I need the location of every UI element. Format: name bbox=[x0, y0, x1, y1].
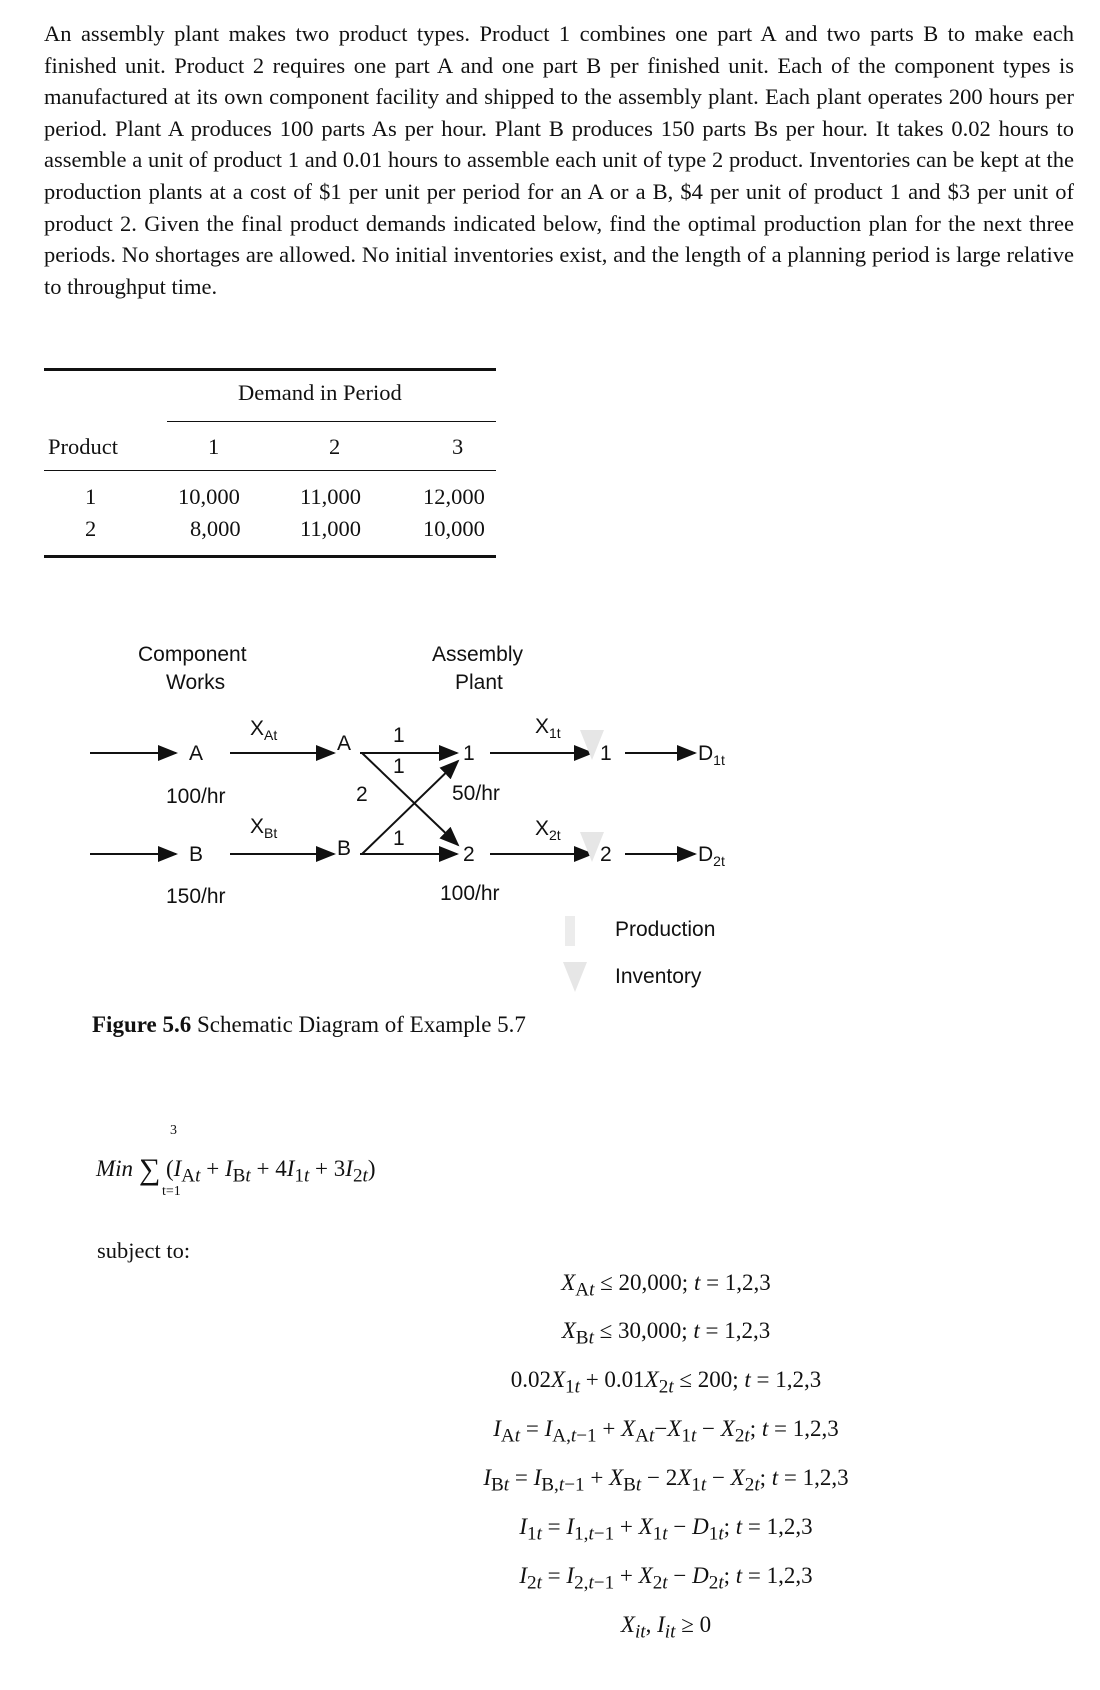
component-works-label-line2: Works bbox=[166, 671, 226, 694]
flow-label-x1: $X_{1t}$ bbox=[535, 715, 561, 741]
constraint-assembly-capacity: $0.02X_{1t} + 0.01X_{2t} \le 200$; t = 1,2,3 bbox=[510, 1367, 822, 1398]
table-group-rule bbox=[167, 421, 496, 422]
subject-to-label: subject to: bbox=[97, 1238, 191, 1263]
period-header-3: 3 bbox=[452, 434, 464, 459]
constraint-capacity-a: $X_{At} \le 20,000$; t = 1,2,3 bbox=[561, 1270, 771, 1301]
coefficient-a-2: 1 bbox=[393, 755, 405, 778]
table-row-1-period-1: 10,000 bbox=[178, 484, 240, 509]
route-a-to-2 bbox=[362, 753, 458, 845]
inventory-node-2: 2 bbox=[600, 843, 612, 866]
receiving-b: B bbox=[337, 837, 352, 860]
rate-a: 100/hr bbox=[166, 785, 226, 808]
demand-group-header: Demand in Period bbox=[238, 380, 402, 405]
constraint-inventory-product-1: $I_{1t} = I_{1,t-1} + X_{1t} - D_{1t}$; t = 1,2,3 bbox=[519, 1514, 813, 1545]
node-b: B bbox=[189, 843, 204, 866]
table-row-2-period-2: 11,000 bbox=[300, 516, 362, 541]
figure-caption bbox=[92, 1012, 526, 1038]
coefficient-b-2: 1 bbox=[393, 827, 405, 850]
table-top-rule bbox=[44, 368, 496, 371]
problem-statement: An assembly plant makes two product types. Product 1 combines one part A and two parts B to make each finished unit. Product 2 requires one part A and one part B per finished unit. Each of the component types is manufactured at its own component facility and shipped to the assembly plant. Each plant operates 200 hours per period. Plant A produces 100 parts As per hour. Plant B produces 150 parts Bs per hour. It takes 0.02 hours to assemble a unit of product 1 and 0.01 hours to assemble each unit of type 2 product. Inventories can be kept at the production plants at a cost of $1 per unit per period for an A or a B, $4 per unit of product 1 and $3 per unit of product 2. Given the final product demands indicated below, find the optimal production plan for the next three periods. No shortages are allowed. No initial inventories exist, and the length of a planning period is large relative to throughput time. bbox=[44, 21, 1074, 299]
inventory-node-1: 1 bbox=[600, 742, 612, 765]
constraint-inventory-product-2: $I_{2t} = I_{2,t-1} + X_{2t} - D_{2t}$; t = 1,2,3 bbox=[519, 1563, 813, 1594]
receiving-a: A bbox=[337, 732, 352, 755]
product-node-1: 1 bbox=[463, 742, 475, 765]
demand-label-1: $D_{1t}$ bbox=[698, 742, 725, 768]
table-row-1-period-2: 11,000 bbox=[300, 484, 362, 509]
table-row-2-period-1: 8,000 bbox=[190, 516, 241, 541]
period-header-2: 2 bbox=[329, 434, 341, 459]
assembly-plant-label-line2: Plant bbox=[455, 671, 503, 694]
objective-function: Min ∑ $(I_{At} + I_{Bt} + 4I_{1t} + 3I_{2t})$ bbox=[96, 1153, 376, 1187]
figure-label: Figure 5.6 bbox=[92, 1012, 192, 1037]
figure-caption-text: Schematic Diagram of Example 5.7 bbox=[196, 1012, 526, 1037]
legend-production: Production bbox=[615, 918, 716, 941]
table-row-1-period-3: 12,000 bbox=[423, 484, 485, 509]
coefficient-b-1: 2 bbox=[356, 783, 368, 806]
component-works-label-line1: Component bbox=[138, 643, 247, 666]
table-header-rule bbox=[44, 470, 496, 471]
flow-label-xb: $X_{Bt}$ bbox=[250, 815, 278, 841]
constraint-capacity-b: $X_{Bt} \le 30,000$; t = 1,2,3 bbox=[561, 1318, 771, 1349]
schematic-diagram bbox=[0, 600, 1100, 1040]
assembly-plant-label-line1: Assembly bbox=[432, 643, 524, 666]
table-row-1-product: 1 bbox=[85, 484, 97, 509]
route-b-to-1 bbox=[362, 761, 458, 854]
period-header-1: 1 bbox=[208, 434, 220, 459]
rate-b: 150/hr bbox=[166, 885, 226, 908]
flow-label-x2: $X_{2t}$ bbox=[535, 817, 561, 843]
min-keyword: Min bbox=[96, 1156, 134, 1181]
legend-inventory: Inventory bbox=[615, 965, 702, 988]
demand-label-2: $D_{2t}$ bbox=[698, 843, 725, 869]
rate-product-1: 50/hr bbox=[452, 782, 500, 805]
sum-upper-limit: 3 bbox=[170, 1123, 177, 1138]
product-node-2: 2 bbox=[463, 843, 475, 866]
rate-product-2: 100/hr bbox=[440, 882, 500, 905]
node-a: A bbox=[189, 742, 204, 765]
production-legend-icon bbox=[565, 916, 575, 946]
coefficient-a-1: 1 bbox=[393, 724, 405, 747]
inventory-legend-icon bbox=[563, 962, 587, 992]
table-row-2-period-3: 10,000 bbox=[423, 516, 485, 541]
constraint-inventory-b: $I_{Bt} = I_{B,t-1} + X_{Bt} - 2X_{1t} - X_{2t}$; t = 1,2,3 bbox=[483, 1465, 849, 1496]
sum-lower-limit: t=1 bbox=[162, 1184, 181, 1199]
constraint-inventory-a: $I_{At} = I_{A,t-1} + X_{At}-X_{1t} - X_{2t}$; t = 1,2,3 bbox=[493, 1416, 839, 1447]
flow-label-xa: $X_{At}$ bbox=[250, 717, 278, 743]
constraint-nonnegativity: $X_{it}$, $I_{it} \ge 0$ bbox=[620, 1612, 712, 1643]
table-row-2-product: 2 bbox=[85, 516, 97, 541]
product-header: Product bbox=[48, 434, 118, 459]
table-bottom-rule bbox=[44, 555, 496, 558]
